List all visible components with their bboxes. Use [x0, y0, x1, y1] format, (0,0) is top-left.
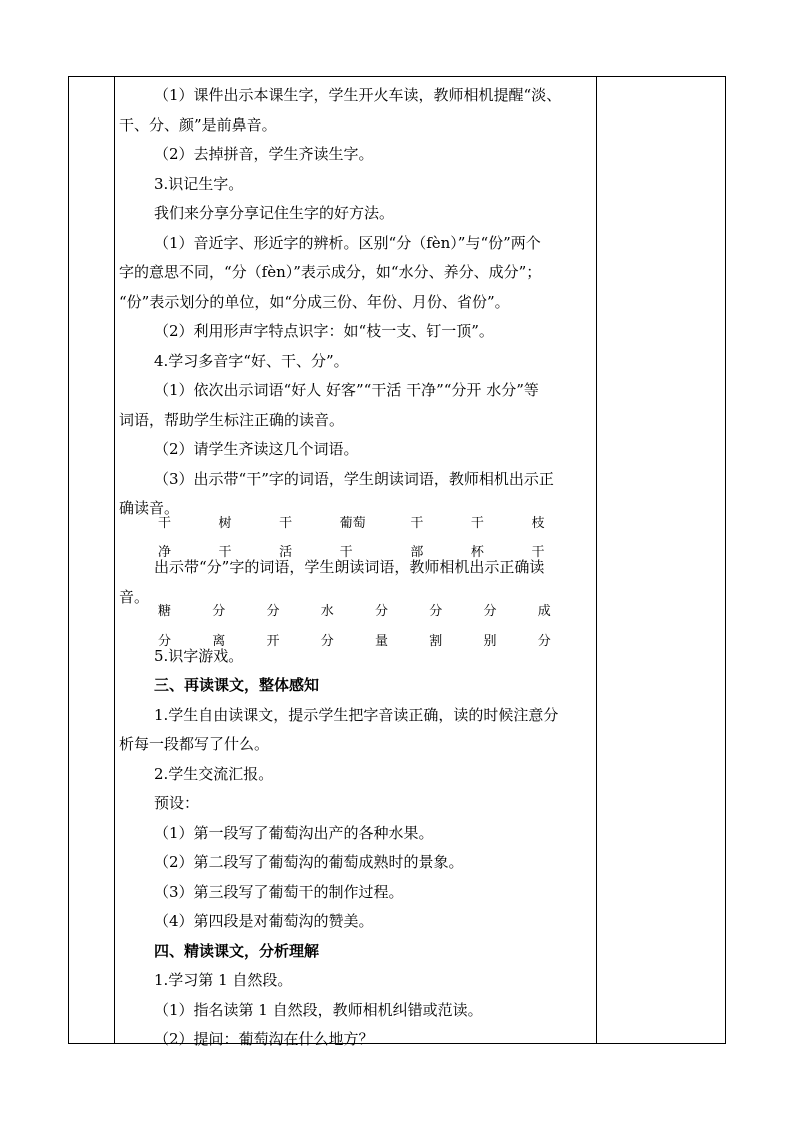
text-line: 3.识记生字。: [154, 174, 244, 193]
text-line: （1）音近字、形近字的辨析。区别“分（fèn）”与“份”两个: [154, 233, 541, 252]
text-line: （4）第四段是对葡萄沟的赞美。: [154, 912, 374, 930]
word-item: 枝干: [531, 515, 545, 561]
word-item: 干杯: [470, 515, 484, 561]
text-line: 析每一段都写了什么。: [119, 735, 270, 753]
section-heading: 四、精读课文，分析理解: [154, 941, 320, 960]
word-item: 干部: [410, 515, 424, 561]
text-line: 1.学生自由读课文，提示学生把字音读正确，读的时候注意分: [154, 705, 559, 724]
text-line: 1.学习第 1 自然段。: [154, 971, 293, 989]
column-divider-right: [596, 77, 597, 1043]
word-list-gan: [116, 515, 592, 561]
word-item: 树干: [218, 515, 232, 561]
text-line: 音。: [119, 587, 150, 606]
text-line: （1）第一段写了葡萄沟出产的各种水果。: [154, 823, 434, 842]
text-line: （2）请学生齐读这几个词语。: [154, 440, 359, 458]
text-line: 词语，帮助学生标注正确的读音。: [119, 410, 345, 429]
column-divider-left: [114, 77, 115, 1043]
word-item: 干活: [279, 515, 293, 561]
text-line: 字的意思不同，“分（fèn）”表示成分，如“水分、养分、成分”；: [119, 263, 542, 281]
text-line: （1）课件出示本课生字，学生开火车读，教师相机提醒“淡、: [154, 86, 562, 104]
word-item: 葡萄干: [339, 515, 366, 561]
text-line: 出示带“分”字的词语，学生朗读词语，教师相机出示正确读: [154, 558, 545, 576]
word-item: 干净: [158, 515, 172, 561]
word-item: 水分: [320, 604, 334, 649]
section-heading: 三、再读课文，整体感知: [154, 676, 320, 694]
text-line: 预设：: [154, 794, 200, 812]
text-line: 干、分、颜”是前鼻音。: [119, 115, 277, 134]
text-line: （3）第三段写了葡萄干的制作过程。: [154, 882, 404, 901]
word-item: 分别: [483, 604, 497, 649]
word-item: 分量: [375, 604, 389, 649]
word-item: 分开: [266, 604, 280, 649]
word-item: 分离: [212, 604, 226, 649]
word-item: 分割: [429, 604, 443, 649]
text-line: 2.学生交流汇报。: [154, 764, 274, 783]
lesson-table: [68, 76, 726, 1048]
text-line: 我们来分享分享记住生字的好方法。: [154, 204, 395, 222]
text-line: （1）依次出示词语“好人 好客”“干活 干净”“分开 水分”等: [154, 381, 539, 399]
text-line: 确读音。: [119, 499, 180, 517]
text-line: （2）去掉拼音，学生齐读生字。: [154, 145, 374, 163]
text-line: （2）提问：葡萄沟在什么地方？: [154, 1030, 374, 1048]
word-item: 糖分: [158, 604, 172, 649]
text-line: （1）指名读第 1 自然段，教师相机纠错或范读。: [154, 1000, 483, 1019]
word-list-fen: [116, 604, 592, 649]
lesson-content: [116, 81, 592, 1055]
text-line: 5.识字游戏。: [154, 646, 244, 665]
text-line: 4.学习多音字“好、干、分”。: [154, 351, 349, 370]
text-line: （2）第二段写了葡萄沟的葡萄成熟时的景象。: [154, 853, 464, 871]
text-line: （2）利用形声字特点识字：如“枝一支、钉一顶”。: [154, 322, 494, 340]
text-line: （3）出示带“干”字的词语，学生朗读词语，教师相机出示正: [154, 469, 554, 488]
text-line: “份”表示划分的单位，如“分成三份、年份、月份、省份”。: [119, 292, 510, 311]
word-item: 成分: [537, 604, 551, 649]
